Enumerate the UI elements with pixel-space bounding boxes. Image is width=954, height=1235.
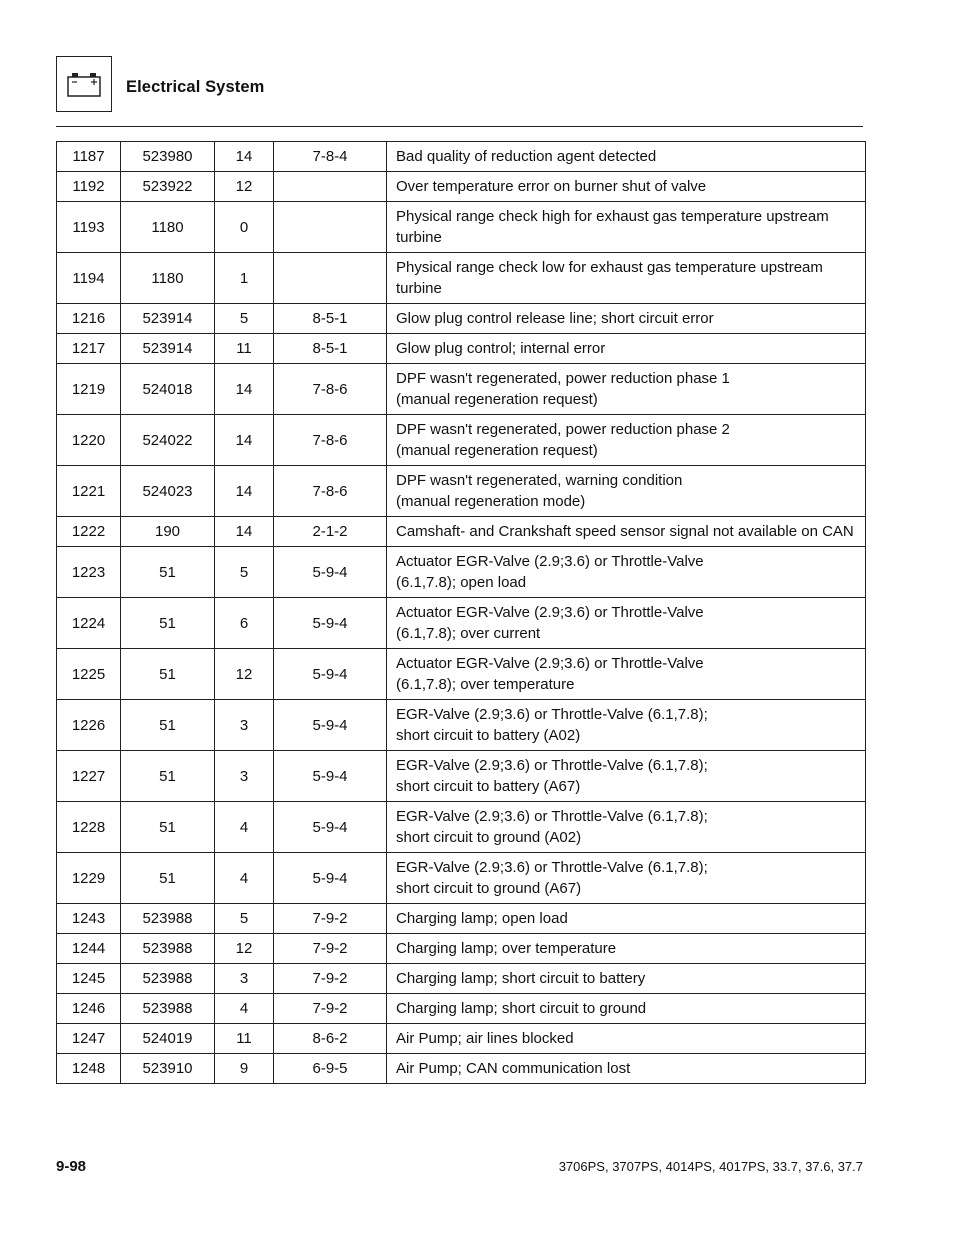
error-code-cell: 1247	[57, 1024, 121, 1054]
blink-code-cell: 6-9-5	[274, 1054, 387, 1084]
error-code-cell: 1222	[57, 517, 121, 547]
blink-code-cell: 7-9-2	[274, 904, 387, 934]
table-row	[57, 142, 866, 172]
description-cell	[387, 202, 866, 253]
blink-code-cell: 7-8-6	[274, 415, 387, 466]
error-code-cell: 1219	[57, 364, 121, 415]
blink-code-cell	[274, 253, 387, 304]
description-cell	[387, 547, 866, 598]
blink-code-cell: 5-9-4	[274, 853, 387, 904]
table-row	[57, 751, 866, 802]
spn-cell: 51	[121, 700, 215, 751]
error-code-cell: 1229	[57, 853, 121, 904]
fmi-cell: 5	[215, 304, 274, 334]
error-code-cell: 1187	[57, 142, 121, 172]
description-line: Charging lamp; over temperature	[396, 940, 617, 957]
fmi-cell: 9	[215, 1054, 274, 1084]
description-cell	[387, 415, 866, 466]
spn-cell: 523988	[121, 934, 215, 964]
description-line: (6.1,7.8); over temperature	[396, 676, 575, 693]
table-row	[57, 517, 866, 547]
fmi-cell: 12	[215, 172, 274, 202]
description-line: Bad quality of reduction agent detected	[396, 148, 657, 165]
blink-code-cell: 5-9-4	[274, 649, 387, 700]
spn-cell: 524022	[121, 415, 215, 466]
fmi-cell: 11	[215, 1024, 274, 1054]
description-line: Air Pump; CAN communication lost	[396, 1060, 631, 1077]
description-line: EGR-Valve (2.9;3.6) or Throttle-Valve (6.1,7.8);	[396, 757, 708, 774]
description-line: Air Pump; air lines blocked	[396, 1030, 574, 1047]
fmi-cell: 4	[215, 994, 274, 1024]
table-row	[57, 172, 866, 202]
description-cell	[387, 994, 866, 1024]
battery-icon	[67, 73, 101, 97]
blink-code-cell: 2-1-2	[274, 517, 387, 547]
blink-code-cell: 8-6-2	[274, 1024, 387, 1054]
spn-cell: 523980	[121, 142, 215, 172]
table-row	[57, 700, 866, 751]
error-code-cell: 1192	[57, 172, 121, 202]
fmi-cell: 12	[215, 649, 274, 700]
blink-code-cell: 5-9-4	[274, 700, 387, 751]
description-cell	[387, 751, 866, 802]
blink-code-cell: 7-8-6	[274, 466, 387, 517]
fmi-cell: 3	[215, 751, 274, 802]
table-row	[57, 415, 866, 466]
fmi-cell: 4	[215, 853, 274, 904]
description-cell	[387, 253, 866, 304]
description-cell	[387, 517, 866, 547]
table-row	[57, 364, 866, 415]
model-list: 3706PS, 3707PS, 4014PS, 4017PS, 33.7, 37.6, 37.7	[558, 1159, 863, 1174]
description-line: EGR-Valve (2.9;3.6) or Throttle-Valve (6.1,7.8);	[396, 808, 708, 825]
table-row	[57, 202, 866, 253]
description-line: (manual regeneration request)	[396, 442, 598, 459]
blink-code-cell: 5-9-4	[274, 751, 387, 802]
description-line: Actuator EGR-Valve (2.9;3.6) or Throttle-Valve	[396, 553, 704, 570]
description-cell	[387, 142, 866, 172]
blink-code-cell: 5-9-4	[274, 598, 387, 649]
description-cell	[387, 598, 866, 649]
fmi-cell: 12	[215, 934, 274, 964]
table-row	[57, 1024, 866, 1054]
spn-cell: 523914	[121, 304, 215, 334]
description-cell	[387, 1024, 866, 1054]
description-cell	[387, 853, 866, 904]
description-line: short circuit to ground (A67)	[396, 880, 582, 897]
blink-code-cell	[274, 172, 387, 202]
spn-cell: 524018	[121, 364, 215, 415]
description-line: EGR-Valve (2.9;3.6) or Throttle-Valve (6.1,7.8);	[396, 859, 708, 876]
description-line: EGR-Valve (2.9;3.6) or Throttle-Valve (6.1,7.8);	[396, 706, 708, 723]
description-line: Physical range check high for exhaust gas temperature upstream turbine	[396, 208, 829, 246]
table-row	[57, 598, 866, 649]
spn-cell: 1180	[121, 253, 215, 304]
description-cell	[387, 364, 866, 415]
description-cell	[387, 934, 866, 964]
fmi-cell: 14	[215, 142, 274, 172]
description-cell	[387, 304, 866, 334]
fmi-cell: 14	[215, 517, 274, 547]
header-icon-box	[56, 56, 112, 112]
description-line: Camshaft- and Crankshaft speed sensor signal not available on CAN	[396, 523, 854, 540]
description-line: (manual regeneration request)	[396, 391, 598, 408]
error-code-cell: 1226	[57, 700, 121, 751]
blink-code-cell: 7-9-2	[274, 994, 387, 1024]
fmi-cell: 3	[215, 700, 274, 751]
spn-cell: 51	[121, 853, 215, 904]
table-row	[57, 853, 866, 904]
error-code-cell: 1224	[57, 598, 121, 649]
spn-cell: 523914	[121, 334, 215, 364]
spn-cell: 51	[121, 751, 215, 802]
fmi-cell: 14	[215, 364, 274, 415]
error-code-table-body	[57, 142, 866, 1084]
header-divider	[56, 126, 863, 127]
fmi-cell: 1	[215, 253, 274, 304]
spn-cell: 51	[121, 598, 215, 649]
spn-cell: 1180	[121, 202, 215, 253]
fmi-cell: 14	[215, 415, 274, 466]
error-code-table	[56, 141, 866, 1084]
spn-cell: 523910	[121, 1054, 215, 1084]
description-line: Charging lamp; open load	[396, 910, 568, 927]
error-code-cell: 1244	[57, 934, 121, 964]
spn-cell: 51	[121, 649, 215, 700]
description-line: Actuator EGR-Valve (2.9;3.6) or Throttle-Valve	[396, 655, 704, 672]
description-line: DPF wasn't regenerated, power reduction phase 1	[396, 370, 730, 387]
spn-cell: 51	[121, 802, 215, 853]
blink-code-cell	[274, 202, 387, 253]
fmi-cell: 6	[215, 598, 274, 649]
description-cell	[387, 466, 866, 517]
description-line: Physical range check low for exhaust gas temperature upstream turbine	[396, 259, 823, 297]
blink-code-cell: 8-5-1	[274, 334, 387, 364]
description-cell	[387, 334, 866, 364]
description-line: Charging lamp; short circuit to battery	[396, 970, 646, 987]
table-row	[57, 964, 866, 994]
blink-code-cell: 7-9-2	[274, 964, 387, 994]
table-row	[57, 1054, 866, 1084]
fmi-cell: 11	[215, 334, 274, 364]
spn-cell: 523922	[121, 172, 215, 202]
error-code-cell: 1243	[57, 904, 121, 934]
spn-cell: 523988	[121, 994, 215, 1024]
error-code-cell: 1227	[57, 751, 121, 802]
blink-code-cell: 5-9-4	[274, 802, 387, 853]
error-code-cell: 1225	[57, 649, 121, 700]
error-code-cell: 1216	[57, 304, 121, 334]
fmi-cell: 0	[215, 202, 274, 253]
description-line: short circuit to ground (A02)	[396, 829, 582, 846]
description-line: DPF wasn't regenerated, warning condition	[396, 472, 683, 489]
description-cell	[387, 802, 866, 853]
error-code-cell: 1194	[57, 253, 121, 304]
error-code-cell: 1220	[57, 415, 121, 466]
section-title: Electrical System	[126, 78, 265, 96]
table-row	[57, 547, 866, 598]
error-code-cell: 1245	[57, 964, 121, 994]
error-code-cell: 1228	[57, 802, 121, 853]
spn-cell: 523988	[121, 964, 215, 994]
table-row	[57, 994, 866, 1024]
description-line: Actuator EGR-Valve (2.9;3.6) or Throttle-Valve	[396, 604, 704, 621]
description-line: Glow plug control release line; short circuit error	[396, 310, 714, 327]
description-cell	[387, 904, 866, 934]
description-cell	[387, 649, 866, 700]
description-cell	[387, 172, 866, 202]
table-row	[57, 904, 866, 934]
error-code-cell: 1246	[57, 994, 121, 1024]
description-line: Charging lamp; short circuit to ground	[396, 1000, 647, 1017]
page-number: 9-98	[56, 1158, 87, 1175]
description-cell	[387, 1054, 866, 1084]
fmi-cell: 5	[215, 904, 274, 934]
blink-code-cell: 7-8-4	[274, 142, 387, 172]
description-line: Over temperature error on burner shut of valve	[396, 178, 707, 195]
fmi-cell: 5	[215, 547, 274, 598]
description-line: short circuit to battery (A02)	[396, 727, 581, 744]
spn-cell: 190	[121, 517, 215, 547]
spn-cell: 523988	[121, 904, 215, 934]
fmi-cell: 3	[215, 964, 274, 994]
description-line: (manual regeneration mode)	[396, 493, 586, 510]
table-row	[57, 802, 866, 853]
spn-cell: 51	[121, 547, 215, 598]
table-row	[57, 304, 866, 334]
description-line: (6.1,7.8); open load	[396, 574, 527, 591]
spn-cell: 524019	[121, 1024, 215, 1054]
table-row	[57, 934, 866, 964]
table-row	[57, 649, 866, 700]
table-row	[57, 253, 866, 304]
table-row	[57, 466, 866, 517]
description-line: DPF wasn't regenerated, power reduction phase 2	[396, 421, 730, 438]
error-code-cell: 1248	[57, 1054, 121, 1084]
error-code-cell: 1223	[57, 547, 121, 598]
description-line: short circuit to battery (A67)	[396, 778, 581, 795]
fmi-cell: 14	[215, 466, 274, 517]
description-line: Glow plug control; internal error	[396, 340, 606, 357]
error-code-cell: 1221	[57, 466, 121, 517]
fmi-cell: 4	[215, 802, 274, 853]
table-row	[57, 334, 866, 364]
blink-code-cell: 8-5-1	[274, 304, 387, 334]
error-code-cell: 1193	[57, 202, 121, 253]
spn-cell: 524023	[121, 466, 215, 517]
error-code-cell: 1217	[57, 334, 121, 364]
description-cell	[387, 964, 866, 994]
description-cell	[387, 700, 866, 751]
blink-code-cell: 7-9-2	[274, 934, 387, 964]
description-line: (6.1,7.8); over current	[396, 625, 541, 642]
blink-code-cell: 5-9-4	[274, 547, 387, 598]
blink-code-cell: 7-8-6	[274, 364, 387, 415]
